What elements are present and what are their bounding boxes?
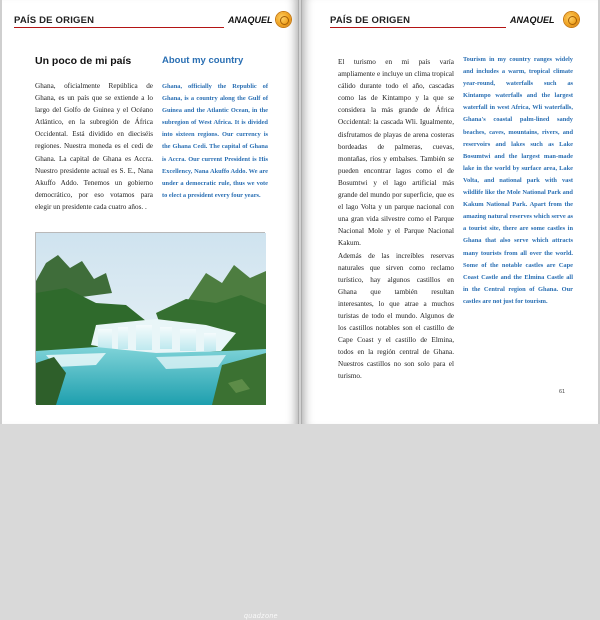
page-number: 61 bbox=[559, 389, 566, 395]
body-text-spanish: El turismo en mi país varía ampliamente e incluye un clima tropical cálido durante todo el año, cascadas como las de Kintampo y la que se considera la más grande de África Occidental: la cascada Wli. Igualmente, disfrutamos de playas de arena costeras bordeadas de palmeras, cuevas, montañas, ríos y embalses. También se pueden encontrar lagos como el de Bosumtwi y el lago artificial más grande del mundo por superficie, que es el lago Volta y un parque nacional con una gran vida silvestre como el Parque Nacional Mole y el Parque Nacional Kakum. Además de las increíbles reservas naturales que sirven como reclamo turístico, hay algunos castillos en Ghana que también resultan interesantes, lo que atrae a muchos turistas de todo el mundo. Algunos de los castillos notables son el castillo de Cape Coast y el castillo de Elmina, todos en la región central de Ghana. Nuestros castillos no son solo para el turismo. bbox=[338, 58, 454, 381]
brand-name: ANAQUEL bbox=[228, 15, 273, 25]
section-title: PAÍS DE ORIGEN bbox=[14, 15, 95, 26]
heading-spanish: Un poco de mi país bbox=[35, 55, 132, 67]
header-rule bbox=[330, 27, 506, 28]
right-page bbox=[302, 0, 598, 424]
left-page-header bbox=[14, 12, 290, 30]
waterfall-image bbox=[36, 233, 266, 405]
brand-logo-icon bbox=[564, 12, 579, 27]
section-title: PAÍS DE ORIGEN bbox=[330, 15, 411, 26]
right-page-header bbox=[330, 12, 592, 30]
left-page bbox=[2, 0, 298, 620]
body-text-spanish: Ghana, oficialmente República de Ghana, es un país que se extiende a lo largo del Golfo de Guinea y el Océano Atlántico, en la subregión de África Occidental. Está dividido en dieciséis regiones. Nuestra moneda es el cedi de Ghana. La capital de Ghana es Accra. Nuestro presidente actual es S. E., Nana Akuffo Addo. Tenemos un gobierno democrático, por eso votamos para elegir un presidente cada cuatro años. . bbox=[35, 82, 153, 211]
brand-name: ANAQUEL bbox=[510, 15, 555, 25]
heading-english: About my country bbox=[162, 55, 244, 66]
body-text-english: Ghana, officially the Republic of Ghana, is a country along the Gulf of Guinea and the Atlantic Ocean, in the subregion of West Africa. It is divided into sixteen regions. Our currency is the Ghana Cedi. The capital of Ghana is Accra. Our current President is His Excellency, Nana Akuffo Addo. We are under a democratic rule, thus we vote to elect a president every four years. bbox=[162, 83, 268, 199]
brand-logo-icon bbox=[276, 12, 291, 27]
body-text-english: Tourism in my country ranges widely and includes a warm, tropical climate year-round, waterfalls such as Kintampo waterfalls and the largest waterfall in west Africa, Wli waterfalls, Ghana's coastal palm-lined sandy beaches, caves, mountains, rivers, and reservoirs and lakes such as Lake Bosumtwi and the largest man-made lake in the world by surface area, Lake Volta, and national park with vast wildlife like the Mole National Park and Kakum National Park. Apart from the amazing natural reserves which serve as a tourist site, there are some castles in Ghana that also serve which attracts many tourists from all over the world. Some of the notable castles are Cape Coast Castle and the Elmina Castle all in the Central region of Ghana. Our castles are not just for tourism. bbox=[463, 56, 573, 305]
header-rule bbox=[14, 27, 224, 28]
photo-credit: quadzone bbox=[244, 613, 278, 620]
waterfall-photo bbox=[35, 232, 278, 620]
